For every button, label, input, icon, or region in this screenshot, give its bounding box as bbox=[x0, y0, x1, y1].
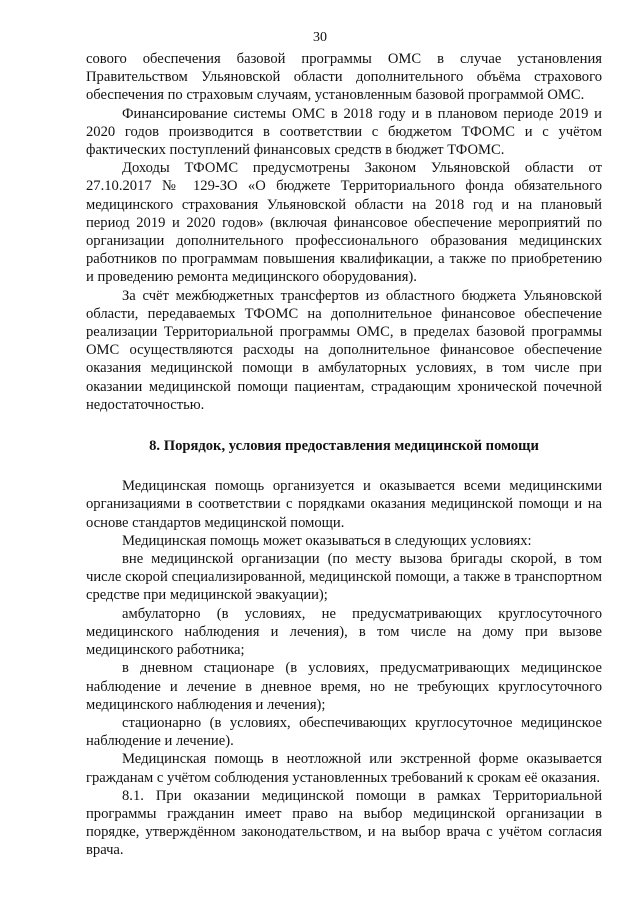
paragraph: 8.1. При оказании медицинской помощи в рамках Территориальной программы гражданин имеет право на выбор медицинской организации в порядке, утверждённом законодательством, и на выбор врача с учётом согласия врача. bbox=[86, 787, 602, 859]
list-item: вне медицинской организации (по месту вызова бригады скорой, в том числе скорой специализированной, медицинской помощи, а также в транспортном средстве при медицинской эвакуации); bbox=[86, 551, 602, 604]
list-item: в дневном стационаре (в условиях, предусматривающих медицинское наблюдение и лечение в дневное время, но не требующих круглосуточного медицинского наблюдения и лечения); bbox=[86, 660, 602, 713]
paragraph: За счёт межбюджетных трансфертов из областного бюджета Ульяновской области, передаваемых ТФОМС на дополнительное финансовое обеспечение реализации Территориальной программы ОМС, в пределах базовой программы ОМС осуществляются расходы на дополнительное финансовое обеспечение оказания медицинской помощи в амбулаторных условиях, в том числе при оказании медицинской помощи пациентам, страдающим хронической почечной недостаточностью. bbox=[86, 287, 602, 413]
paragraph: Доходы ТФОМС предусмотрены Законом Ульяновской области от 27.10.2017 № 129-ЗО «О бюджете Территориального фонда обязательного медицинского страхования Ульяновской области на 2018 год и на плановый период 2019 и 2020 годов» (включая финансовое обеспечение мероприятий по организации дополнительного профессионального образования медицинских работников по программам повышения квалификации, а также по приобретению и проведению ремонта медицинского оборудования). bbox=[86, 160, 602, 286]
paragraph: Финансирование системы ОМС в 2018 году и в плановом периоде 2019 и 2020 годов производится в соответствии с бюджетом ТФОМС и с учётом фактических поступлений финансовых средств в бюджет ТФОМС. bbox=[86, 105, 602, 159]
list-item: амбулаторно (в условиях, не предусматривающих круглосуточного медицинского наблюдения и лечения), в том числе на дому при вызове медицинского работника; bbox=[86, 605, 602, 659]
document-body bbox=[86, 50, 602, 860]
list-item: стационарно (в условиях, обеспечивающих круглосуточное медицинское наблюдение и лечение). bbox=[86, 714, 602, 750]
section-heading: 8. Порядок, условия предоставления медицинской помощи bbox=[149, 438, 539, 455]
paragraph: Медицинская помощь может оказываться в следующих условиях: bbox=[122, 532, 532, 549]
paragraph: Медицинская помощь организуется и оказывается всеми медицинскими организациями в соответствии с порядками оказания медицинской помощи и на основе стандартов медицинской помощи. bbox=[86, 478, 602, 531]
paragraph-continuation: сового обеспечения базовой программы ОМС в случае установления Правительством Ульяновской области дополнительного объёма страхового обеспечения по страховым случаям, установленным базовой программой ОМС. bbox=[86, 51, 602, 104]
paragraph: Медицинская помощь в неотложной или экстренной форме оказывается гражданам с учётом соблюдения установленных требований к срокам её оказания. bbox=[86, 751, 602, 786]
page-number: 30 bbox=[313, 30, 327, 45]
